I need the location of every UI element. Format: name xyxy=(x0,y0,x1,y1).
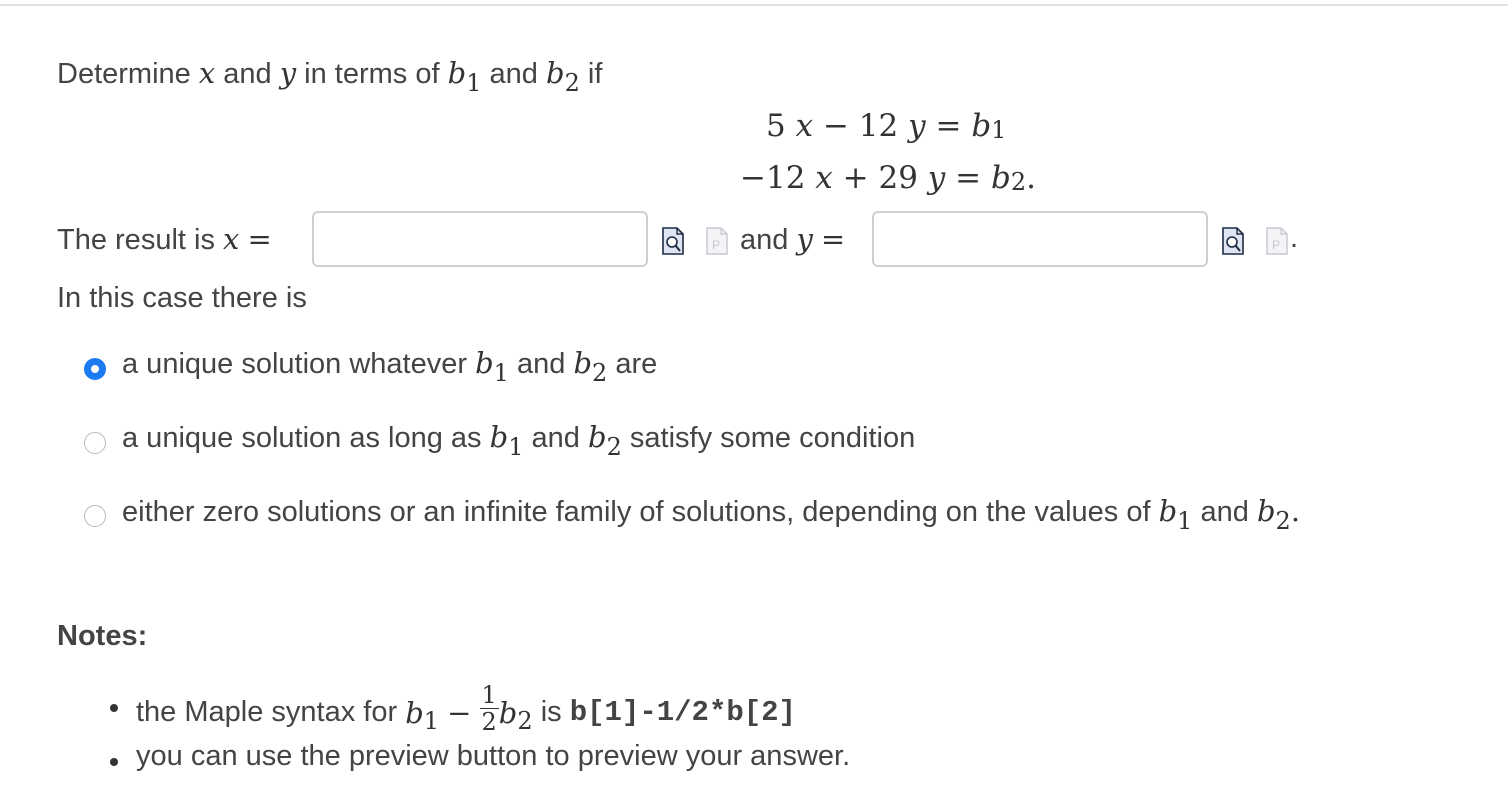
result-label: The result is x = xyxy=(57,222,272,256)
svg-text:P: P xyxy=(712,238,721,252)
maple-syntax-icon[interactable] xyxy=(706,227,728,255)
note-maple-syntax: the Maple syntax for b 1 − $\frac{1}{2}$ b 2 is b[1]-1/2*b[2] xyxy=(136,681,796,736)
result-end: . xyxy=(1290,222,1299,254)
preview-icon[interactable] xyxy=(1222,227,1244,255)
note-preview: you can use the preview button to preview your answer. xyxy=(136,740,851,772)
note-bullet xyxy=(110,704,118,712)
equation-2: −12 x + 29 y = b 2 . xyxy=(740,160,1036,196)
option-radio-conditional[interactable] xyxy=(84,432,106,454)
maple-syntax-icon[interactable] xyxy=(1266,227,1288,255)
top-divider xyxy=(0,4,1508,6)
preview-icon[interactable] xyxy=(662,227,684,255)
option-label-conditional[interactable]: a unique solution as long as $b_1$ and $b_2$ satisfy some condition xyxy=(122,420,916,461)
option-radio-unique[interactable] xyxy=(84,358,106,380)
note-bullet xyxy=(110,758,118,766)
option-radio-zero-or-infinite[interactable] xyxy=(84,505,106,527)
problem-prompt: Determine x and y in terms of $b_1$ and $b_2$ if xyxy=(57,56,603,97)
notes-heading: Notes: xyxy=(57,620,148,652)
y-answer-input[interactable] xyxy=(872,211,1208,267)
equation-1: 5 x − 12 y = b 1 xyxy=(766,108,1007,144)
option-label-unique[interactable]: a unique solution whatever $b_1$ and $b_2$ are xyxy=(122,346,658,387)
y-result-label: and y = xyxy=(740,222,846,256)
option-label-zero-or-infinite[interactable]: either zero solutions or an infinite family of solutions, depending on the values of $b_1$ and $b_2$. xyxy=(122,494,1301,535)
case-label: In this case there is xyxy=(57,282,307,314)
svg-text:P: P xyxy=(1272,238,1281,252)
x-answer-input[interactable] xyxy=(312,211,648,267)
